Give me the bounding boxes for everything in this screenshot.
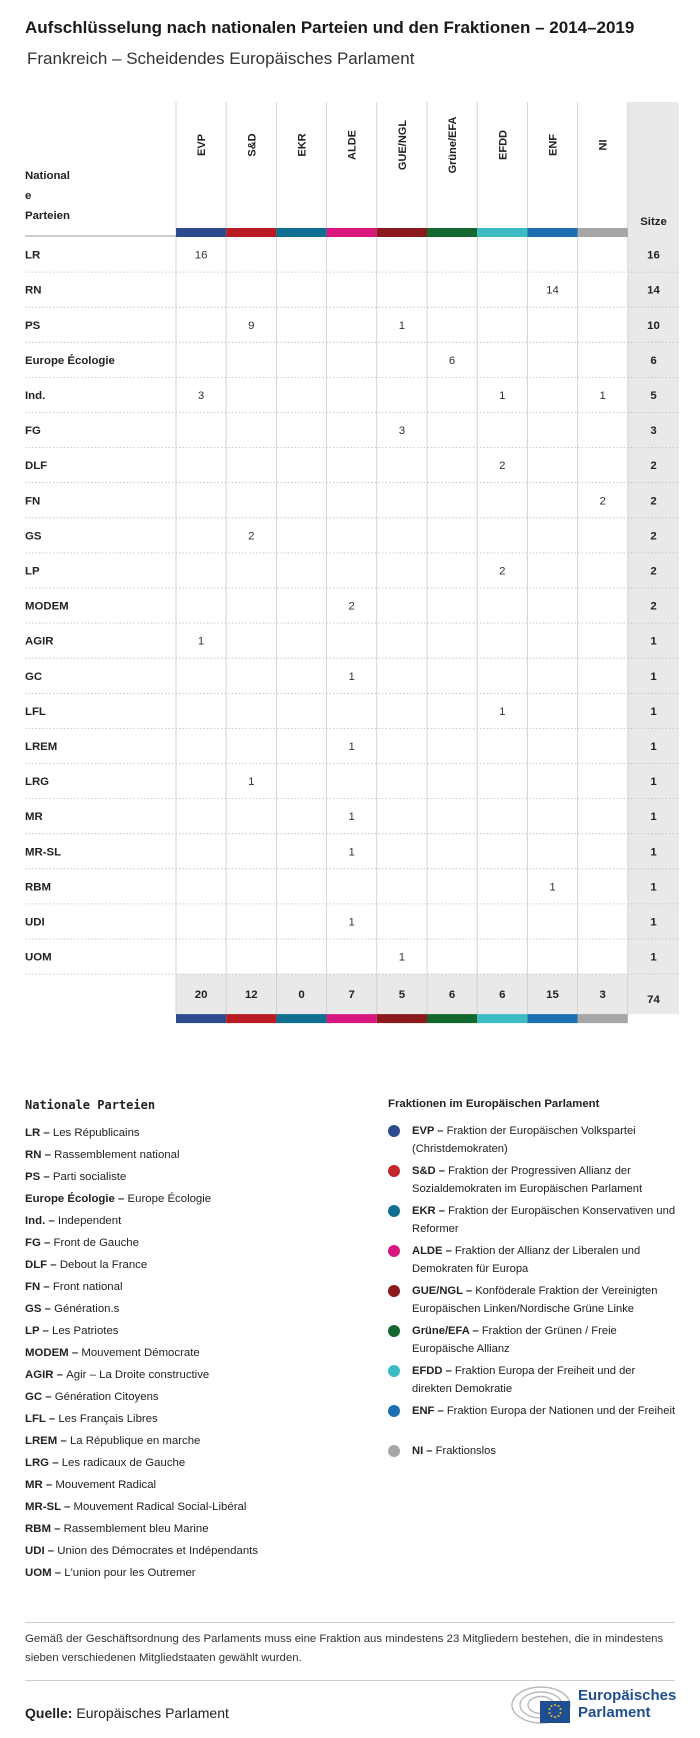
party-abbr: RBM – — [25, 1523, 64, 1535]
party-full-name: Génération.s — [54, 1303, 120, 1315]
row-total: 1 — [650, 740, 657, 753]
column-header-label: EKR — [296, 133, 309, 157]
party-full-name: Les Français Libres — [58, 1413, 158, 1425]
national-party-entry — [25, 1474, 355, 1496]
seat-table — [0, 95, 700, 1035]
national-party-entry — [25, 1342, 355, 1364]
national-parties-list — [25, 1122, 355, 1584]
column-header-label: ALDE — [346, 130, 359, 160]
column-total: 5 — [398, 989, 406, 1002]
group-entry — [388, 1242, 678, 1282]
party-full-name: Les Patriotes — [52, 1325, 119, 1337]
row-total: 2 — [650, 495, 657, 508]
party-full-name: Europe Écologie — [127, 1193, 212, 1205]
national-party-entry — [25, 1496, 355, 1518]
row-total: 1 — [650, 916, 657, 929]
cell-value: 2 — [348, 600, 355, 613]
column-total: 6 — [499, 989, 506, 1002]
national-party-entry — [25, 1232, 355, 1254]
group-abbr: EVP – — [412, 1125, 447, 1137]
group-color-dot — [388, 1365, 400, 1377]
group-entry — [388, 1162, 678, 1202]
party-abbr: FG – — [25, 1237, 54, 1249]
party-full-name: Agir – La Droite constructive — [66, 1369, 210, 1381]
national-party-entry — [25, 1386, 355, 1408]
group-abbr: NI – — [412, 1445, 436, 1457]
group-abbr: ALDE – — [412, 1245, 455, 1257]
row-party-label: MR-SL — [25, 846, 62, 859]
column-color-stripe-bottom — [427, 1014, 477, 1023]
national-party-entry — [25, 1518, 355, 1540]
cell-value: 6 — [448, 354, 456, 367]
row-party-label: RBM — [25, 881, 51, 894]
party-abbr: LR – — [25, 1127, 53, 1139]
divider — [25, 1680, 675, 1681]
group-abbr: GUE/NGL – — [412, 1285, 476, 1297]
group-full-name: Fraktion der Europäischen Volkspartei (Christdemokraten) — [412, 1125, 636, 1155]
party-abbr: Europe Écologie – — [25, 1193, 128, 1205]
row-total: 6 — [650, 354, 657, 367]
group-entry — [388, 1122, 678, 1162]
column-color-stripe-bottom — [477, 1014, 527, 1023]
group-full-name: Fraktion der Europäischen Konservativen und Reformer — [412, 1205, 676, 1235]
cell-value: 3 — [197, 389, 205, 402]
party-abbr: RN – — [25, 1149, 55, 1161]
national-party-entry — [25, 1276, 355, 1298]
party-full-name: Mouvement Démocrate — [81, 1347, 200, 1359]
groups-heading: Fraktionen im Europäischen Parlament — [388, 1098, 600, 1110]
party-full-name: Independent — [57, 1215, 122, 1227]
row-header-label: Parteien — [25, 210, 70, 222]
column-total: 20 — [194, 989, 208, 1002]
row-party-label: UDI — [25, 916, 45, 929]
european-parliament-logo — [510, 1685, 680, 1729]
row-party-label: LRG — [25, 776, 50, 789]
group-full-name: Fraktion der Allianz der Liberalen und Demokraten für Europa — [412, 1245, 641, 1275]
column-color-stripe — [427, 228, 477, 237]
cell-value: 2 — [599, 495, 606, 508]
column-color-stripe — [477, 228, 527, 237]
total-column-background — [628, 102, 679, 1014]
party-full-name: Debout la France — [59, 1259, 148, 1271]
row-total: 1 — [650, 670, 657, 683]
group-color-dot — [388, 1125, 400, 1137]
column-total: 7 — [348, 989, 355, 1002]
national-party-entry — [25, 1144, 355, 1166]
party-full-name: Union des Démocrates et Indépendants — [57, 1545, 259, 1557]
party-full-name: Génération Citoyens — [54, 1391, 159, 1403]
row-total: 2 — [650, 530, 657, 543]
row-party-label: PS — [25, 319, 41, 332]
row-total: 14 — [647, 284, 660, 297]
party-abbr: LREM – — [25, 1435, 70, 1447]
party-full-name: Mouvement Radical — [55, 1479, 157, 1491]
party-abbr: LP – — [25, 1325, 53, 1337]
grand-total: 74 — [647, 994, 660, 1007]
party-abbr: MODEM – — [25, 1347, 82, 1359]
row-total: 1 — [650, 705, 657, 718]
group-entry — [388, 1282, 678, 1322]
group-color-dot — [388, 1325, 400, 1337]
cell-value: 1 — [348, 740, 355, 753]
cell-value: 1 — [248, 776, 255, 789]
row-party-label: FG — [25, 425, 41, 438]
group-entry — [388, 1202, 678, 1242]
row-party-label: GC — [25, 670, 43, 683]
national-party-entry — [25, 1408, 355, 1430]
groups-legend — [388, 1098, 678, 1470]
column-color-stripe-bottom — [527, 1014, 577, 1023]
source — [25, 1705, 229, 1721]
party-full-name: Les radicaux de Gauche — [61, 1457, 186, 1469]
column-color-stripe-bottom — [226, 1014, 276, 1023]
row-header-label: e — [25, 190, 32, 202]
row-total: 1 — [650, 951, 657, 964]
source-label: Quelle: — [25, 1705, 73, 1721]
column-color-stripe-bottom — [327, 1014, 377, 1023]
row-total: 1 — [650, 811, 657, 824]
row-total: 1 — [650, 881, 657, 894]
row-total: 10 — [647, 319, 660, 332]
parliament-logo-icon — [510, 1685, 572, 1725]
national-party-entry — [25, 1210, 355, 1232]
party-full-name: Front national — [52, 1281, 123, 1293]
national-party-entry — [25, 1364, 355, 1386]
total-header: Sitze — [640, 216, 667, 228]
column-total: 6 — [448, 989, 456, 1002]
group-full-name: Fraktion Europa der Nationen und der Freiheit — [446, 1405, 676, 1417]
row-total: 1 — [650, 846, 657, 859]
cell-value: 1 — [348, 811, 355, 824]
national-party-entry — [25, 1452, 355, 1474]
party-full-name: Mouvement Radical Social-Libéral — [73, 1501, 247, 1513]
column-total: 15 — [546, 989, 559, 1002]
column-total: 12 — [244, 989, 258, 1002]
row-total: 2 — [650, 600, 657, 613]
column-color-stripe-bottom — [176, 1014, 226, 1023]
column-header-label: ENF — [547, 134, 560, 156]
row-party-label: LREM — [25, 740, 58, 753]
party-full-name: Parti socialiste — [52, 1171, 127, 1183]
national-party-entry — [25, 1166, 355, 1188]
group-entry — [388, 1362, 678, 1402]
groups-list — [388, 1122, 678, 1470]
column-header-label: Grüne/EFA — [447, 116, 460, 174]
national-party-entry — [25, 1320, 355, 1342]
row-party-label: Europe Écologie — [25, 354, 115, 367]
group-full-name: Fraktion Europa der Freiheit und der direkten Demokratie — [412, 1365, 636, 1395]
cell-value: 1 — [348, 670, 355, 683]
divider — [25, 1622, 675, 1623]
group-color-dot — [388, 1285, 400, 1297]
cell-value: 14 — [546, 284, 559, 297]
row-total: 2 — [650, 565, 657, 578]
national-party-entry — [25, 1430, 355, 1452]
column-total: 3 — [599, 989, 606, 1002]
column-header-label: GUE/NGL — [396, 119, 409, 171]
party-abbr: DLF – — [25, 1259, 60, 1271]
cell-value: 1 — [348, 916, 355, 929]
row-total: 5 — [650, 389, 657, 402]
group-abbr: Grüne/EFA – — [412, 1325, 482, 1337]
cell-value: 1 — [549, 881, 556, 894]
row-total: 1 — [650, 635, 657, 648]
party-abbr: MR-SL – — [25, 1501, 74, 1513]
column-color-stripe — [226, 228, 276, 237]
party-full-name: Rassemblement national — [54, 1149, 180, 1161]
row-header-label: National — [25, 170, 70, 182]
page-subtitle: Frankreich – Scheidendes Europäisches Parlament — [27, 49, 415, 68]
cell-value: 1 — [348, 846, 355, 859]
national-party-entry — [25, 1562, 355, 1584]
column-header-label: NI — [597, 139, 610, 151]
national-parties-legend — [25, 1098, 355, 1584]
party-full-name: Les Républicains — [52, 1127, 140, 1139]
party-full-name: Front de Gauche — [53, 1237, 139, 1249]
footnote: Gemäß der Geschäftsordnung des Parlaments muss eine Fraktion aus mindestens 23 Mitgliedern bestehen, die in mindestens sieben verschiedenen Mitgliedstaaten gewählt wurden. — [25, 1633, 664, 1664]
national-party-entry — [25, 1122, 355, 1144]
column-color-stripe — [176, 228, 226, 237]
column-color-stripe-bottom — [276, 1014, 326, 1023]
group-color-dot — [388, 1245, 400, 1257]
party-abbr: GC – — [25, 1391, 55, 1403]
column-color-stripe — [578, 228, 628, 237]
cell-value: 2 — [499, 460, 506, 473]
logo-text: Europäisches Parlament — [578, 1687, 677, 1721]
party-abbr: MR – — [25, 1479, 56, 1491]
party-abbr: Ind. – — [25, 1215, 58, 1227]
cell-value: 3 — [398, 425, 406, 438]
column-color-stripe — [327, 228, 377, 237]
national-party-entry — [25, 1254, 355, 1276]
cell-value: 1 — [599, 389, 606, 402]
cell-value: 2 — [248, 530, 255, 543]
row-party-label: DLF — [25, 460, 48, 473]
page-title: Aufschlüsselung nach nationalen Parteien und den Fraktionen – 2014–2019 — [25, 18, 635, 37]
row-party-label: LFL — [25, 705, 46, 718]
group-full-name: Konföderale Fraktion der Vereinigten Europäischen Linken/Nordische Grüne Linke — [412, 1285, 658, 1315]
national-party-entry — [25, 1540, 355, 1562]
source-value: Europäisches Parlament — [76, 1705, 229, 1721]
cell-value: 16 — [194, 249, 208, 262]
row-party-label: AGIR — [25, 635, 54, 648]
column-header-label: EFDD — [497, 130, 510, 160]
party-abbr: PS – — [25, 1171, 53, 1183]
group-full-name: Fraktionslos — [435, 1445, 496, 1457]
row-total: 2 — [650, 460, 657, 473]
column-color-stripe — [377, 228, 427, 237]
group-abbr: ENF – — [412, 1405, 447, 1417]
national-party-entry — [25, 1188, 355, 1210]
column-total: 0 — [298, 989, 305, 1002]
group-abbr: S&D – — [412, 1165, 449, 1177]
group-entry — [388, 1402, 678, 1442]
cell-value: 9 — [248, 319, 255, 332]
group-color-dot — [388, 1405, 400, 1417]
cell-value: 2 — [499, 565, 506, 578]
cell-value: 1 — [398, 951, 406, 964]
row-party-label: LR — [25, 249, 41, 262]
column-color-stripe-bottom — [377, 1014, 427, 1023]
party-abbr: LFL – — [25, 1413, 59, 1425]
row-party-label: GS — [25, 530, 42, 543]
row-total: 1 — [650, 776, 657, 789]
group-color-dot — [388, 1445, 400, 1457]
row-party-label: LP — [25, 565, 40, 578]
party-full-name: Rassemblement bleu Marine — [63, 1523, 209, 1535]
row-party-label: FN — [25, 495, 41, 508]
group-abbr: EKR – — [412, 1205, 449, 1217]
group-full-name: Fraktion der Grünen / Freie Europäische Allianz — [412, 1325, 617, 1355]
row-party-label: UOM — [25, 951, 52, 964]
row-party-label: MR — [25, 811, 43, 824]
row-party-label: Ind. — [25, 389, 46, 402]
party-full-name: La République en marche — [69, 1435, 201, 1447]
row-total: 3 — [650, 425, 657, 438]
cell-value: 1 — [398, 319, 406, 332]
row-party-label: MODEM — [25, 600, 69, 613]
party-abbr: LRG – — [25, 1457, 62, 1469]
group-full-name: Fraktion der Progressiven Allianz der Sozialdemokraten im Europäischen Parlament — [412, 1165, 643, 1195]
column-header-label: S&D — [246, 133, 259, 157]
group-entry — [388, 1322, 678, 1362]
party-abbr: UOM – — [25, 1567, 65, 1579]
national-parties-heading: Nationale Parteien — [25, 1098, 156, 1112]
group-entry — [388, 1442, 678, 1470]
column-header-label: EVP — [196, 133, 209, 157]
party-abbr: FN – — [25, 1281, 53, 1293]
national-party-entry — [25, 1298, 355, 1320]
group-abbr: EFDD – — [412, 1365, 455, 1377]
column-color-stripe — [527, 228, 577, 237]
cell-value: 1 — [197, 635, 205, 648]
row-total: 16 — [647, 249, 660, 262]
cell-value: 1 — [499, 705, 506, 718]
party-full-name: L'union pour les Outremer — [64, 1567, 196, 1579]
cell-value: 1 — [499, 389, 506, 402]
column-color-stripe — [276, 228, 326, 237]
row-party-label: RN — [25, 284, 42, 297]
group-color-dot — [388, 1205, 400, 1217]
group-color-dot — [388, 1165, 400, 1177]
party-abbr: GS – — [25, 1303, 55, 1315]
party-abbr: AGIR – — [25, 1369, 67, 1381]
column-color-stripe-bottom — [578, 1014, 628, 1023]
party-abbr: UDI – — [25, 1545, 58, 1557]
